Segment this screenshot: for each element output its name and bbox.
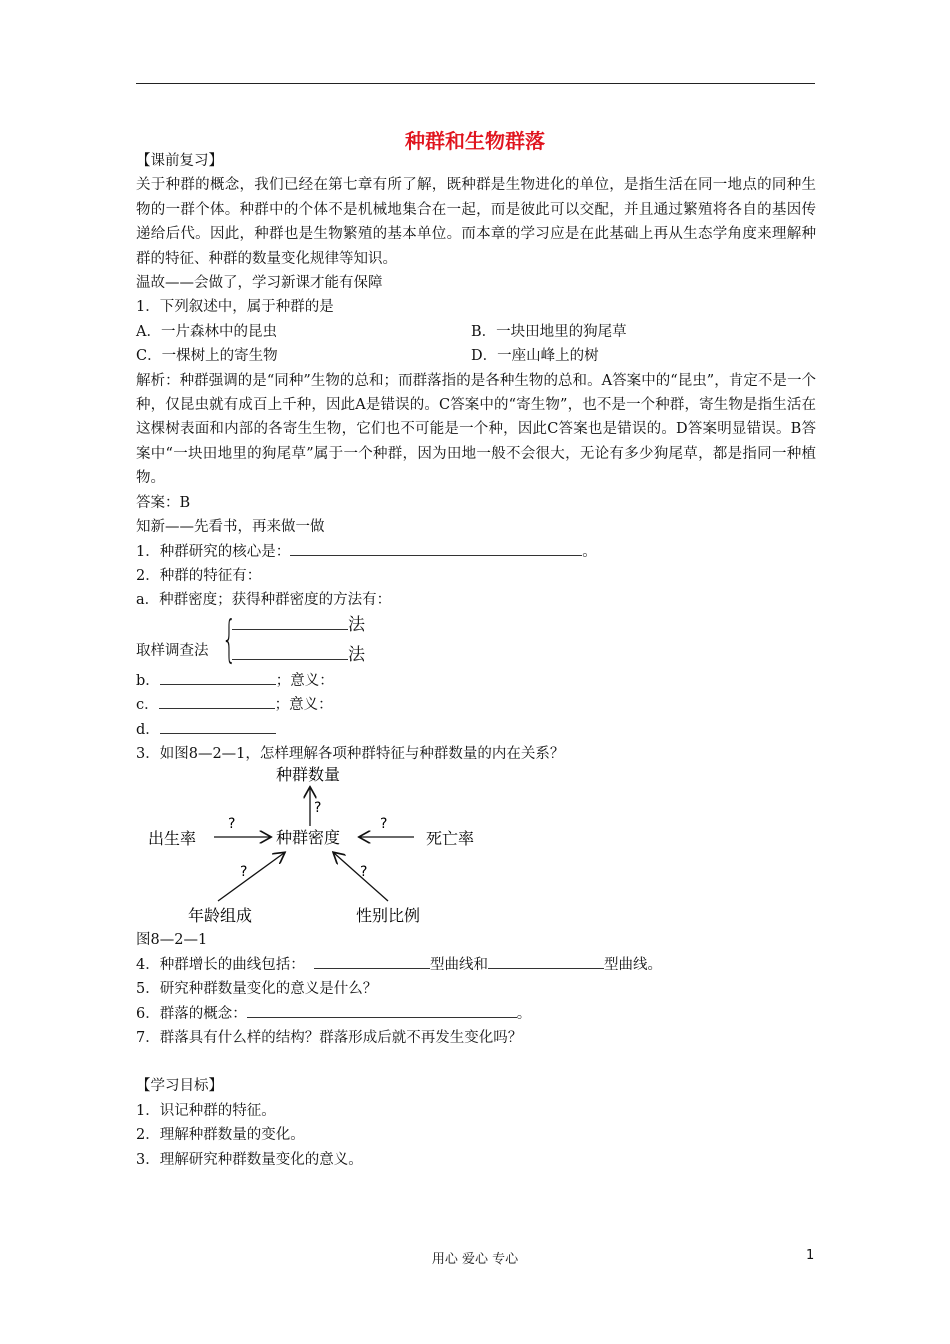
sample-label: 取样调查法: [136, 642, 209, 659]
qc-blank[interactable]: [159, 694, 275, 709]
q1-prefix: 1．种群研究的核心是：: [136, 543, 291, 560]
question-7: 7．群落具有什么样的结构？群落形成后就不再发生变化吗？: [136, 1029, 523, 1046]
q-mark-left: ?: [228, 816, 236, 833]
analysis: 解析：种群强调的是“同种”生物的总和；而群落指的是各种生物的总和。A答案中的“昆虫”，肯定不是一个种，仅昆虫就有成百上千种，因此A是错误的。C答案中的“寄生物”，也不是一个种群，寄生物是指生活在这棵树表面和内部的各寄生生物，它们也不可能是一个种，因此C答案也是错误的。D答案明显错误。B答案中“一块田地里的狗尾草”属于一个种群，因为田地一般不会很大，无论有多少狗尾草，都是指同一种植物。: [136, 372, 816, 487]
q6-blank[interactable]: [247, 1003, 517, 1018]
goal-item: 3．理解研究种群数量变化的意义。: [136, 1151, 363, 1168]
qd-prefix: d．: [136, 721, 160, 738]
goal-item: 2．理解种群数量的变化。: [136, 1127, 305, 1144]
question-4: [136, 953, 816, 977]
qd-blank[interactable]: [160, 719, 276, 734]
qc-prefix: c．: [136, 697, 159, 714]
option-d: D．一座山峰上的树: [471, 348, 599, 365]
q4-mid: 型曲线和: [429, 956, 488, 973]
diagram-bottom-right: 性别比例: [356, 906, 421, 926]
option-b: B．一块田地里的狗尾草: [471, 323, 627, 340]
method-1-suffix: 法: [348, 614, 365, 635]
q4-suffix: 型曲线。: [603, 956, 662, 973]
q-mark-bottom-left: ?: [240, 864, 248, 881]
q6-suffix: 。: [516, 1005, 532, 1022]
question-5: 5．研究种群数量变化的意义是什么？: [136, 981, 378, 998]
q-mark-right: ?: [380, 816, 388, 833]
method-1-blank[interactable]: [232, 615, 348, 630]
method-1: [232, 613, 365, 637]
option-a: A．一片森林中的昆虫: [136, 323, 277, 340]
question-b: [136, 669, 816, 693]
qb-blank[interactable]: [160, 670, 276, 685]
figure-caption: 图8—2—1: [136, 932, 208, 949]
warm-heading: 温故——会做了，学习新课才能有保障: [136, 275, 383, 292]
diagram-top: 种群数量: [276, 766, 341, 785]
answer: 答案：B: [136, 494, 191, 511]
new-question-2: 2．种群的特征有：: [136, 567, 262, 584]
goal-item: 1．识记种群的特征。: [136, 1102, 276, 1119]
question-6: [136, 1002, 816, 1026]
review-heading: 【课前复习】: [136, 153, 223, 169]
header-rule: [136, 83, 815, 84]
method-2: [232, 643, 365, 667]
method-2-suffix: 法: [348, 644, 365, 665]
q4-blank-2[interactable]: [488, 954, 604, 969]
footer: 用心 爱心 专心: [431, 1252, 519, 1267]
question-a: a．种群密度；获得种群密度的方法有：: [136, 592, 392, 609]
qb-meaning: ；意义：: [275, 672, 334, 689]
diagram-center: 种群密度: [276, 828, 341, 848]
population-diagram: [136, 766, 816, 928]
arrow-from-bottom-left: [218, 853, 284, 901]
review-intro: 关于种群的概念，我们已经在第七章有所了解，既种群是生物进化的单位，是指生活在同一地点的同种生物的一群个体。种群中的个体不是机械地集合在一起，而是彼此可以交配，并且通过繁殖将各自的基因传递给后代。因此，种群也是生物繁殖的基本单位。而本章的学习应是在此基础上再从生态学角度来理解种群的特征、种群的数量变化规律等知识。: [136, 177, 816, 267]
question-1: 1．下列叙述中，属于种群的是: [136, 299, 334, 316]
new-question-1: [136, 540, 816, 564]
page-title: 种群和生物群落: [405, 129, 545, 153]
q4-prefix: 4．种群增长的曲线包括：: [136, 956, 305, 973]
diagram-bottom-left: 年龄组成: [188, 906, 253, 926]
qb-prefix: b．: [136, 672, 160, 689]
brace: {: [222, 609, 237, 668]
diagram-right: 死亡率: [426, 829, 475, 849]
option-c: C．一棵树上的寄生物: [136, 348, 278, 365]
q-mark-up: ?: [314, 800, 322, 817]
question-d: [136, 718, 816, 742]
sampling-methods: [136, 609, 816, 669]
document-body: [136, 149, 816, 1172]
question-3: 3．如图8—2—1，怎样理解各项种群特征与种群数量的内在关系？: [136, 745, 565, 762]
method-2-blank[interactable]: [232, 645, 348, 660]
new-heading: 知新——先看书，再来做一做: [136, 519, 325, 536]
q6-prefix: 6．群落的概念：: [136, 1005, 247, 1022]
q1-blank[interactable]: [290, 541, 582, 556]
goals-heading: 【学习目标】: [136, 1078, 223, 1095]
q-mark-bottom-right: ?: [360, 864, 368, 881]
q4-blank-1[interactable]: [314, 954, 430, 969]
question-c: [136, 693, 816, 717]
q1-suffix: 。: [582, 543, 597, 560]
diagram-left: 出生率: [148, 829, 197, 849]
qc-meaning: ；意义：: [274, 697, 333, 714]
options-row-2: [136, 344, 816, 368]
page-number: 1: [806, 1248, 815, 1263]
options-row-1: [136, 320, 816, 344]
